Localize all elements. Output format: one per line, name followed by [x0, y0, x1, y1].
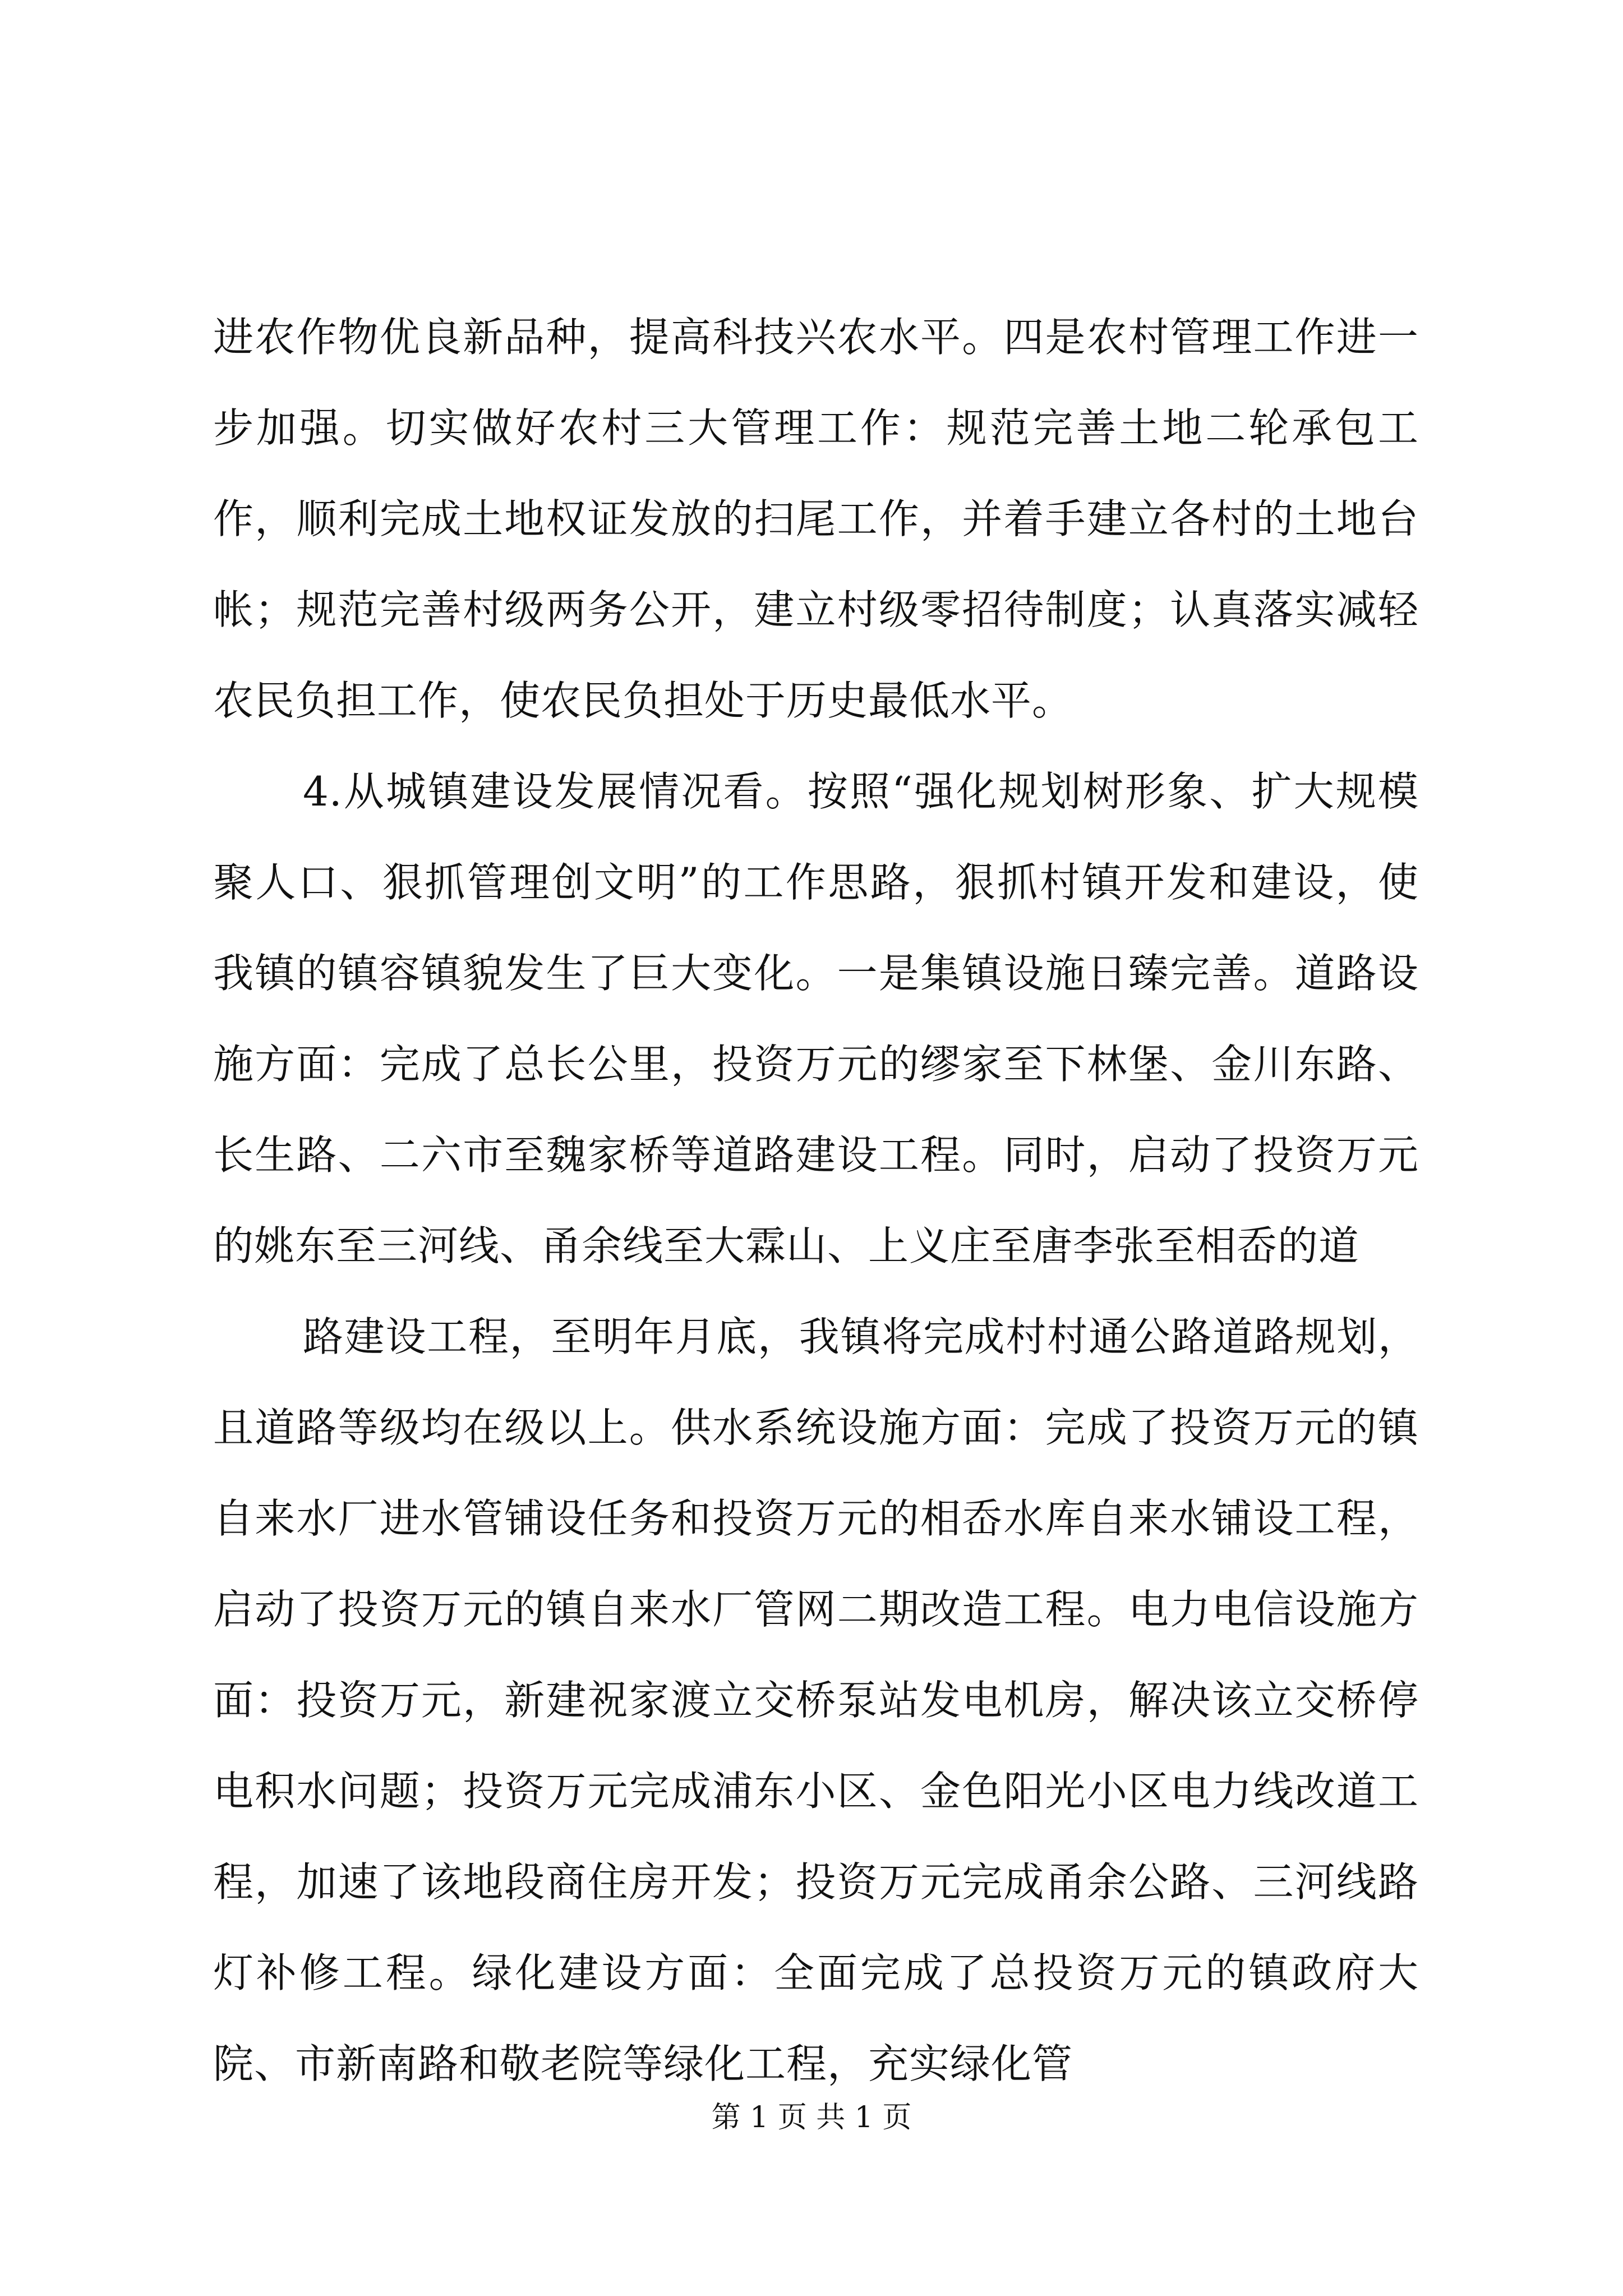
paragraph-2: 4.从城镇建设发展情况看。按照“强化规划树形象、扩大规模聚人口、狠抓管理创文明”的工作思路，狠抓村镇开发和建设，使我镇的镇容镇貌发生了巨大变化。一是集镇设施日臻完善。道路设施方面：完成了总长公里，投资万元的缪家至下林堡、金川东路、长生路、二六市至魏家桥等道路建设工程。同时，启动了投资万元的姚东至三河线、甬余线至大霖山、上义庄至唐李张至相岙的道: [213, 768, 1419, 1269]
page-footer: 第 1 页 共 1 页: [711, 2101, 912, 2134]
paragraph-3: 路建设工程，至明年月底，我镇将完成村村通公路道路规划，且道路等级均在级以上。供水系统设施方面：完成了投资万元的镇自来水厂进水管铺设任务和投资万元的相岙水库自来水铺设工程，启动了投资万元的镇自来水厂管网二期改造工程。电力电信设施方面：投资万元，新建祝家渡立交桥泵站发电机房，解决该立交桥停电积水问题；投资万元完成浦东小区、金色阳光小区电力线改道工程，加速了该地段商住房开发；投资万元完成甬余公路、三河线路灯补修工程。绿化建设方面：全面完成了总投资万元的镇政府大院、市新南路和敬老院等绿化工程，充实绿化管: [213, 1313, 1419, 2087]
paragraph-1: 进农作物优良新品种，提高科技兴农水平。四是农村管理工作进一步加强。切实做好农村三大管理工作：规范完善土地二轮承包工作，顺利完成土地权证发放的扫尾工作，并着手建立各村的土地台帐；规范完善村级两务公开，建立村级零招待制度；认真落实减轻农民负担工作，使农民负担处于历史最低水平。: [213, 314, 1419, 724]
document-body: [213, 292, 1419, 2109]
